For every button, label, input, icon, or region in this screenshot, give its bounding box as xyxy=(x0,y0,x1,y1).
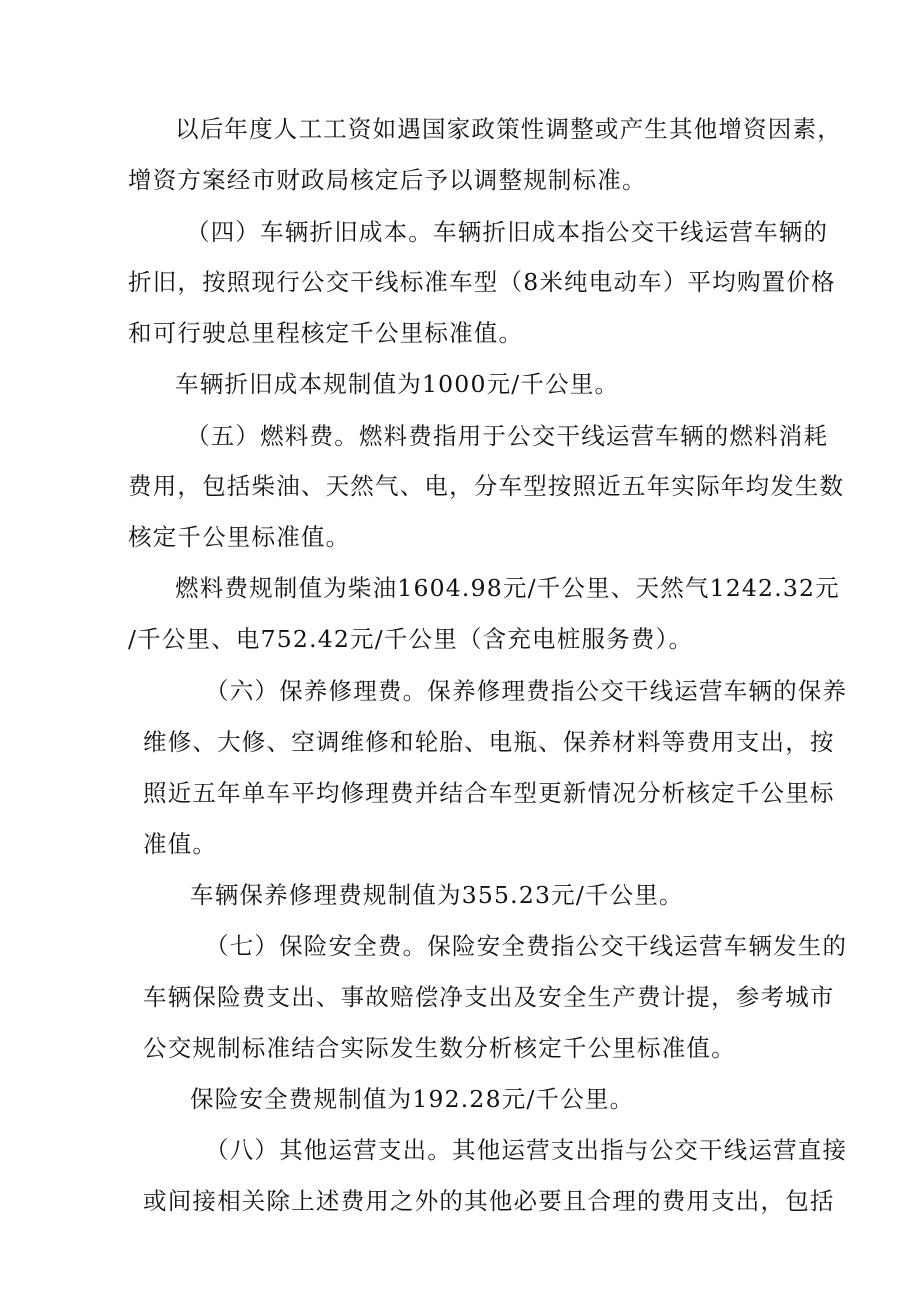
text-line-11: /千公里、电752.42元/千公里（含充电桩服务费）。 xyxy=(128,625,694,653)
text-line-6: 车辆折旧成本规制值为1000元/千公里。 xyxy=(175,370,620,398)
text-line-17: （七）保险安全费。保险安全费指公交干线运营车辆发生的 xyxy=(205,932,848,960)
text-line-4: 折旧，按照现行公交干线标准车型（8米纯电动车）平均购置价格 xyxy=(128,268,836,296)
text-line-1: 以后年度人工工资如遇国家政策性调整或产生其他增资因素， xyxy=(175,115,842,143)
text-line-22: 或间接相关除上述费用之外的其他必要且合理的费用支出，包括 xyxy=(143,1187,835,1215)
text-line-13: 维修、大修、空调维修和轮胎、电瓶、保养材料等费用支出，按 xyxy=(143,728,835,756)
text-line-9: 核定千公里标准值。 xyxy=(128,523,351,551)
text-line-2: 增资方案经市财政局核定后予以调整规制标准。 xyxy=(128,166,647,194)
text-line-3: （四）车辆折旧成本。车辆折旧成本指公交干线运营车辆的 xyxy=(186,218,829,246)
text-line-21: （八）其他运营支出。其他运营支出指与公交干线运营直接 xyxy=(205,1136,848,1164)
text-line-16: 车辆保养修理费规制值为355.23元/千公里。 xyxy=(190,881,684,909)
text-line-19: 公交规制标准结合实际发生数分析核定千公里标准值。 xyxy=(143,1034,736,1062)
text-line-14: 照近五年单车平均修理费并结合车型更新情况分析核定千公里标 xyxy=(143,779,835,807)
text-line-5: 和可行驶总里程核定千公里标准值。 xyxy=(128,319,524,347)
text-line-12: （六）保养修理费。保养修理费指公交干线运营车辆的保养 xyxy=(205,677,848,705)
text-line-10: 燃料费规制值为柴油1604.98元/千公里、天然气1242.32元 xyxy=(175,574,840,602)
text-line-7: （五）燃料费。燃料费指用于公交干线运营车辆的燃料消耗 xyxy=(186,422,829,450)
text-line-8: 费用，包括柴油、天然气、电，分车型按照近五年实际年均发生数 xyxy=(128,472,845,500)
text-line-20: 保险安全费规制值为192.28元/千公里。 xyxy=(190,1085,635,1113)
text-line-18: 车辆保险费支出、事故赔偿净支出及安全生产费计提，参考城市 xyxy=(143,983,835,1011)
text-line-15: 准值。 xyxy=(143,830,218,858)
